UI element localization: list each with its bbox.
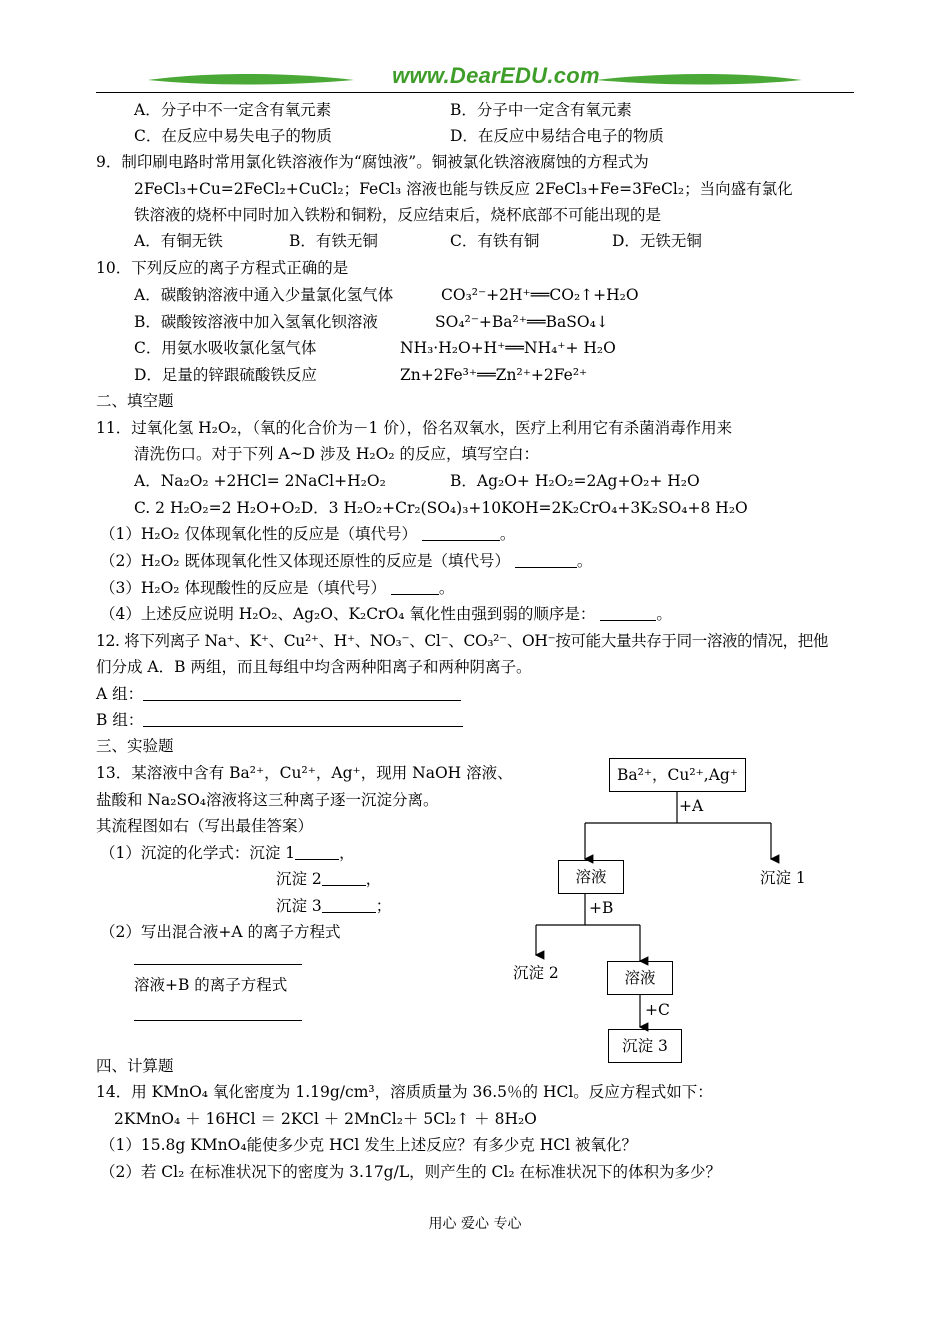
q11-part-3: （3）H₂O₂ 体现酸性的反应是（填代号） 。 bbox=[100, 579, 455, 597]
answer-blank[interactable] bbox=[422, 525, 500, 541]
q8-option-c: C．在反应中易失电子的物质 bbox=[134, 127, 332, 145]
page-header bbox=[96, 62, 854, 96]
q9-option-c: C．有铁有铜 bbox=[450, 232, 540, 250]
q11-stem: 11．过氧化氢 H₂O₂，（氧的化合价为－1 价），俗名双氧水，医疗上利用它有杀菌消毒作用来 bbox=[96, 419, 733, 437]
answer-line[interactable] bbox=[134, 1020, 302, 1021]
section-fill-in: 二、填空题 bbox=[96, 392, 174, 410]
q10-option-a: A．碳酸钠溶液中通入少量氯化氢气体 bbox=[134, 286, 394, 304]
answer-line[interactable] bbox=[134, 964, 302, 965]
section-experiment: 三、实验题 bbox=[96, 737, 174, 755]
flow-solution-1-box: 溶液 bbox=[558, 860, 624, 894]
flow-precipitate-3-box: 沉淀 3 bbox=[608, 1029, 682, 1063]
q11-reaction-a: A．Na₂O₂ +2HCl= 2NaCl+H₂O₂ bbox=[134, 472, 386, 490]
q10-equation-a: CO₃²⁻+2H⁺══CO₂↑+H₂O bbox=[441, 286, 639, 304]
flow-label-b: +B bbox=[589, 899, 614, 917]
q9-option-d: D．无铁无铜 bbox=[612, 232, 702, 250]
answer-blank[interactable] bbox=[322, 897, 376, 913]
q13-stem-3: 其流程图如右（写出最佳答案） bbox=[96, 817, 314, 835]
q9-stem-2: 2FeCl₃+Cu=2FeCl₂+CuCl₂；FeCl₃ 溶液也能与铁反应 2FeCl₃+Fe=3FeCl₂；当向盛有氯化 bbox=[134, 180, 793, 198]
section-calculation: 四、计算题 bbox=[96, 1057, 174, 1075]
q9-option-a: A．有铜无铁 bbox=[134, 232, 223, 250]
q10-stem: 10．下列反应的离子方程式正确的是 bbox=[96, 259, 349, 277]
q8-option-d: D．在反应中易结合电子的物质 bbox=[450, 127, 664, 145]
q9-stem-3: 铁溶液的烧杯中同时加入铁粉和铜粉，反应结束后，烧杯底部不可能出现的是 bbox=[134, 206, 662, 224]
q10-equation-d: Zn+2Fe³⁺══Zn²⁺+2Fe²⁺ bbox=[400, 366, 588, 384]
q11-reaction-cd: C. 2 H₂O₂=2 H₂O+O₂D．3 H₂O₂+Cr₂(SO₄)₃+10KOH=2K₂CrO₄+3K₂SO₄+8 H₂O bbox=[134, 499, 748, 517]
q11-stem-2: 清洗伤口。对于下列 A~D 涉及 H₂O₂ 的反应，填写空白： bbox=[134, 445, 539, 463]
q13-ppt2: 沉淀 2 ， bbox=[276, 870, 382, 888]
q14-equation: 2KMnO₄ ＋ 16HCl ＝ 2KCl ＋ 2MnCl₂＋ 5Cl₂↑ ＋ 8H₂O bbox=[114, 1110, 537, 1128]
q14-stem: 14．用 KMnO₄ 氧化密度为 1.19g/cm³，溶质质量为 36.5％的 HCl。反应方程式如下： bbox=[96, 1083, 713, 1101]
flow-precipitate-1: 沉淀 1 bbox=[760, 869, 806, 887]
answer-blank[interactable] bbox=[515, 552, 577, 568]
answer-blank[interactable] bbox=[391, 579, 439, 595]
q11-part-1: （1）H₂O₂ 仅体现氧化性的反应是（填代号） 。 bbox=[100, 525, 516, 543]
q10-option-d: D．足量的锌跟硫酸铁反应 bbox=[134, 366, 317, 384]
answer-blank[interactable] bbox=[295, 844, 339, 860]
q13-stem: 13．某溶液中含有 Ba²⁺，Cu²⁺，Ag⁺，现用 NaOH 溶液、 bbox=[96, 764, 513, 782]
group-b-label: B 组： bbox=[96, 711, 144, 729]
q13-part-1: （1）沉淀的化学式：沉淀 1 ， bbox=[100, 844, 355, 862]
q13-part-2: （2）写出混合液+A 的离子方程式 bbox=[100, 923, 341, 941]
q10-option-b: B．碳酸铵溶液中加入氢氧化钡溶液 bbox=[134, 313, 378, 331]
q10-equation-c: NH₃·H₂O+H⁺══NH₄⁺+ H₂O bbox=[400, 339, 616, 357]
q11-part-2-text: （2）H₂O₂ 既体现氧化性又体现还原性的反应是（填代号） bbox=[100, 552, 510, 570]
q12-stem-2: 们分成 A．B 两组，而且每组中均含两种阳离子和两种阴离子。 bbox=[96, 658, 532, 676]
q14-part-1: （1）15.8g KMnO₄能使多少克 HCl 发生上述反应？有多少克 HCl 被氧化？ bbox=[100, 1136, 637, 1154]
q10-equation-b: SO₄²⁻+Ba²⁺══BaSO₄↓ bbox=[435, 313, 609, 331]
answer-blank[interactable] bbox=[143, 711, 463, 727]
q8-option-a: A．分子中不一定含有氧元素 bbox=[134, 101, 332, 119]
flow-solution-2-box: 溶液 bbox=[607, 961, 673, 995]
q13-ppt2-text: 沉淀 2 bbox=[276, 870, 322, 888]
q13-solution-b: 溶液+B 的离子方程式 bbox=[134, 976, 288, 994]
q13-stem-2: 盐酸和 Na₂SO₄溶液将这三种离子逐一沉淀分离。 bbox=[96, 791, 439, 809]
q12-stem: 12. 将下列离子 Na⁺、K⁺、Cu²⁺、H⁺、NO₃⁻、Cl⁻、CO₃²⁻、OH⁻按可能大量共存于同一溶液的情况，把他 bbox=[96, 632, 829, 650]
q14-part-2: （2）若 Cl₂ 在标准状况下的密度为 3.17g/L，则产生的 Cl₂ 在标准状况下的体积为多少？ bbox=[100, 1163, 722, 1181]
q12-group-a bbox=[96, 683, 461, 705]
q11-part-1-text: （1）H₂O₂ 仅体现氧化性的反应是（填代号） bbox=[100, 525, 417, 543]
q13-ppt3: 沉淀 3 ； bbox=[276, 897, 392, 915]
q9-option-b: B．有铁无铜 bbox=[289, 232, 378, 250]
q8-option-b: B．分子中一定含有氧元素 bbox=[450, 101, 632, 119]
flow-label-c: +C bbox=[645, 1001, 670, 1019]
q12-group-b bbox=[96, 709, 463, 731]
q13-ppt1-text: （1）沉淀的化学式：沉淀 1 bbox=[100, 844, 296, 862]
flow-label-a: +A bbox=[679, 797, 704, 815]
q11-part-4: （4）上述反应说明 H₂O₂、Ag₂O、K₂CrO₄ 氧化性由强到弱的顺序是： 。 bbox=[100, 605, 672, 623]
answer-blank[interactable] bbox=[143, 685, 461, 701]
right-swoosh-icon bbox=[594, 66, 804, 92]
site-logo: www.DearEDU.com bbox=[392, 63, 600, 88]
flow-start-box: Ba²⁺，Cu²⁺,Ag⁺ bbox=[609, 758, 746, 792]
q11-part-2: （2）H₂O₂ 既体现氧化性又体现还原性的反应是（填代号） 。 bbox=[100, 552, 593, 570]
q11-part-3-text: （3）H₂O₂ 体现酸性的反应是（填代号） bbox=[100, 579, 386, 597]
q11-part-4-text: （4）上述反应说明 H₂O₂、Ag₂O、K₂CrO₄ 氧化性由强到弱的顺序是： bbox=[100, 605, 596, 623]
q9-stem: 9．制印刷电路时常用氯化铁溶液作为“腐蚀液”。铜被氯化铁溶液腐蚀的方程式为 bbox=[96, 153, 649, 171]
group-a-label: A 组： bbox=[96, 685, 144, 703]
answer-blank[interactable] bbox=[600, 605, 656, 621]
q13-ppt3-text: 沉淀 3 bbox=[276, 897, 322, 915]
left-swoosh-icon bbox=[146, 66, 356, 92]
answer-blank[interactable] bbox=[322, 870, 366, 886]
page-footer: 用心 爱心 专心 bbox=[428, 1216, 522, 1232]
q11-reaction-b: B．Ag₂O+ H₂O₂=2Ag+O₂+ H₂O bbox=[450, 472, 700, 490]
flow-precipitate-2: 沉淀 2 bbox=[513, 964, 559, 982]
q10-option-c: C．用氨水吸收氯化氢气体 bbox=[134, 339, 317, 357]
header-rule bbox=[96, 92, 854, 93]
